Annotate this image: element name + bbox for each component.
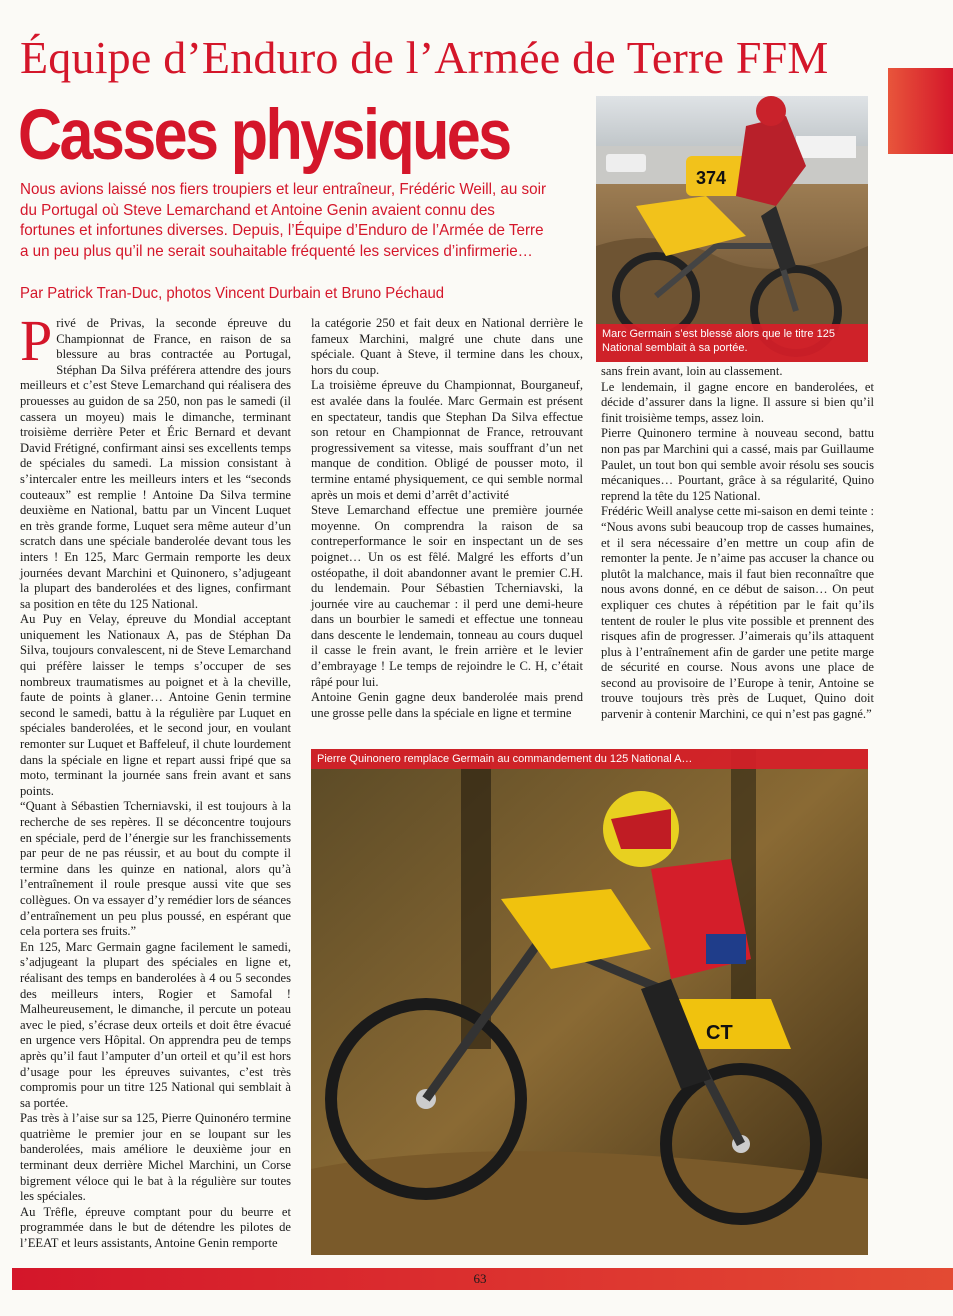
photo-pierre-quinonero-image [311, 749, 868, 1255]
article-column-1 [20, 308, 292, 1252]
paragraph: Frédéric Weill analyse cette mi-saison en demi teinte : “Nous avons subi beaucoup trop de casses humaines, et il sera nécessaire d’en mettre un coup afin de remonter la pente. Je n’aime pas accuser la chance ou plutôt la malchance, mais il faut bien reconnaître que nous avons donné, en ce début de saison… On peut expliquer ces chutes à répétition par le fait qu’ils tentent de rouler le plus vite possible et prennent des risques afin de progresser. J’aimerais qu’ils attaquent plus à l’entraînement afin de garder une petite marge de sécurité en course. Nous avons une place de second au provisoire de l’Europe à tenir, Antoine se trouve toujours très près de Luquet, Quino doit parvenir à contenir Marchini, ce qui n’est pas gagné.” [601, 504, 874, 722]
article-column-3 [601, 364, 874, 723]
paragraph: Pierre Quinonero termine à nouveau second, battu non pas par Marchini qui a cassé, mais par Guillaume Paulet, un tout bon qui semble avoir résolu ses soucis mécaniques… Pourtant, grâce à sa régularité, Quino reprend la tête du 125 National. [601, 426, 874, 503]
number-plate: 374 [696, 168, 727, 188]
paragraph: Privé de Privas, la seconde épreuve du Championnat de France, en raison de sa blessure au bras contractée au Portugal, Stéphan Da Silva préférera attendre des jours meilleurs et c’est Steve Lemarchand qui réalisera des prouesses au guidon de sa 250, non pas le samedi (il cassera un moyeu) mais le dimanche, terminant troisième derrière Peter et Éric Bernard et devant David Frétigné, confirmant ainsi ses excellents temps de spéciales du samedi. La mission consistant à s’intercaler entre les meilleurs inters et les “seconds couteaux” est remplie ! Antoine Da Silva termine deuxième en National, battu par un Vincent Luquet en très grande forme, Luquet sera même auteur d’un scratch dans une spéciale banderolée devant tous les inters ! En 125, Marc Germain remporte les deux journées devant Marchini et Quinonero, s’adjugeant la plupart des banderolées et des lignes, confirmant sa position en tête du 125 National. [20, 308, 291, 611]
page-number: 63 [473, 1271, 487, 1286]
photo-marc-germain-image [596, 96, 868, 362]
paragraph: Antoine Genin gagne deux banderolée mais prend une grosse pelle dans la spéciale en ligne et termine [311, 690, 583, 720]
paragraph: Le lendemain, il gagne encore en banderolées, et décide d’assurer dans la ligne. Il assure si bien qu’il finit troisième temps, assez loin. [601, 379, 874, 425]
article-byline: Par Patrick Tran-Duc, photos Vincent Durbain et Bruno Péchaud [20, 285, 445, 302]
article-headline: Casses physiques [18, 96, 510, 175]
paragraph: Pas très à l’aise sur sa 125, Pierre Quinonéro termine quatrième le premier jour en se loupant sur les banderolées, mais améliore le deuxième jour en terminant deux derrière Michel Marchini, un Corse bigrement véloce qui le bat à la régulière sur toutes les spéciales. [20, 1111, 291, 1204]
photo-marc-germain [596, 96, 868, 362]
photo-caption: Marc Germain s’est blessé alors que le titre 125 National semblait à sa portée. [596, 324, 868, 362]
drop-cap: P [20, 308, 53, 373]
photo-caption: Pierre Quinonero remplace Germain au commandement du 125 National A… [311, 749, 868, 769]
article-lead: Nous avions laissé nos fiers troupiers et leur entraîneur, Frédéric Weill, au soir du Portugal où Steve Lemarchand et Antoine Genin avaient connu des fortunes et infortunes diverses. Depuis, l’Équipe d’Enduro de l’Armée de Terre a un peu plus qu’il ne serait souhaitable fréquenté les services d’infirmerie… [20, 181, 547, 260]
photo-pierre-quinonero [311, 749, 868, 1255]
article-supertitle: Équipe d’Enduro de l’Armée de Terre FFM [20, 32, 829, 83]
paragraph: Au Trêfle, épreuve comptant pour du beurre et programmée dans le but de détendre les pilotes de l’EEAT et leurs assistants, Antoine Genin remporte [20, 1204, 291, 1251]
article-column-2 [311, 316, 583, 721]
paragraph: Au Puy en Velay, épreuve du Mondial acceptant uniquement les Nationaux A, pas de Stéphan Da Silva, toujours convalescent, ni de Steve Lemarchand qui préfère laisser le temps s’occuper de ses nombreux traumatismes au poignet et à la cheville, faute de points à glaner… Antoine Genin termine second le samedi, battu à la régulière par Luquet en spéciales banderolées, et le second jour, en voulant remonter sur Luquet et Baffeleuf, il chute lourdement dans la spéciale en ligne et repart aussi fripé que sa moto, terminant la journée sans frein avant et sans points. [20, 612, 291, 798]
paragraph: la catégorie 250 et fait deux en National derrière le fameux Marchini, malgré une chute dans une spéciale. Quant à Steve, il termine dans les choux, hors du coup. [311, 316, 583, 377]
paragraph: Steve Lemarchand effectue une première journée moyenne. On comprendra la raison de sa contreperformance le soir en inspectant un de ses poignet… Un os est fêlé. Malgré les efforts d’un ostéopathe, il doit abandonner avant le premier C.H. du lendemain. Pour Sébastien Tcherniavski, la journée vire au cauchemar : il perd une demi-heure dans un bourbier le samedi et effectue une tonneau dans descente le lendemain, tonneau au cours duquel il casse le frein avant, le frein arrière et le levier d’embrayage ! Le temps de rejoindre le C. H, c’était râpé pour lui. [311, 503, 583, 689]
svg-text:CT: CT [706, 1022, 733, 1044]
paragraph: En 125, Marc Germain gagne facilement le samedi, s’adjugeant la plupart des spéciales en ligne et, réalisant des temps en banderolées à 4 ou 5 secondes des meilleurs inters, Rogier et Samofal ! Malheureusement, le dimanche, il percute un poteau avec le pied, s’écrase deux orteils et doit être évacué en urgence vers Hôpital. On apprendra peu de temps après qu’il faut l’amputer d’un orteil et qu’il est hors d’usage pour les épreuves suivantes, c’est très compromis pour un titre 125 National qui semblait à sa portée. [20, 939, 291, 1110]
section-tab [888, 68, 953, 154]
paragraph: “Quant à Sébastien Tcherniavski, il est toujours à la recherche de ses repères. Il se déconcentre toujours en spéciale, perd de l’énergie sur les franchissements par peur de ne pas réussir, et au bout du compte il termine dans les quinze en national, alors qu’à l’entraînement il roule presque aussi vite que ses collègues. On va essayer d’y remédier lors de séances d’entraînement un peu plus poussé, en espérant que cela portera ses fruits.” [20, 799, 292, 939]
paragraph: sans frein avant, loin au classement. [601, 364, 783, 378]
paragraph: La troisième épreuve du Championnat, Bourganeuf, est avalée dans la foulée. Marc Germain est présent en spectateur, tandis que Stephan Da Silva effectue son retour en Championnat de France, retrouvant progressivement sa vitesse, mais souffrant d’un net manque de condition. Obligé de pousser moto, il termine entamé physiquement, ce qui semble normal après un mois et demi d’arrêt d’activité [311, 378, 583, 502]
